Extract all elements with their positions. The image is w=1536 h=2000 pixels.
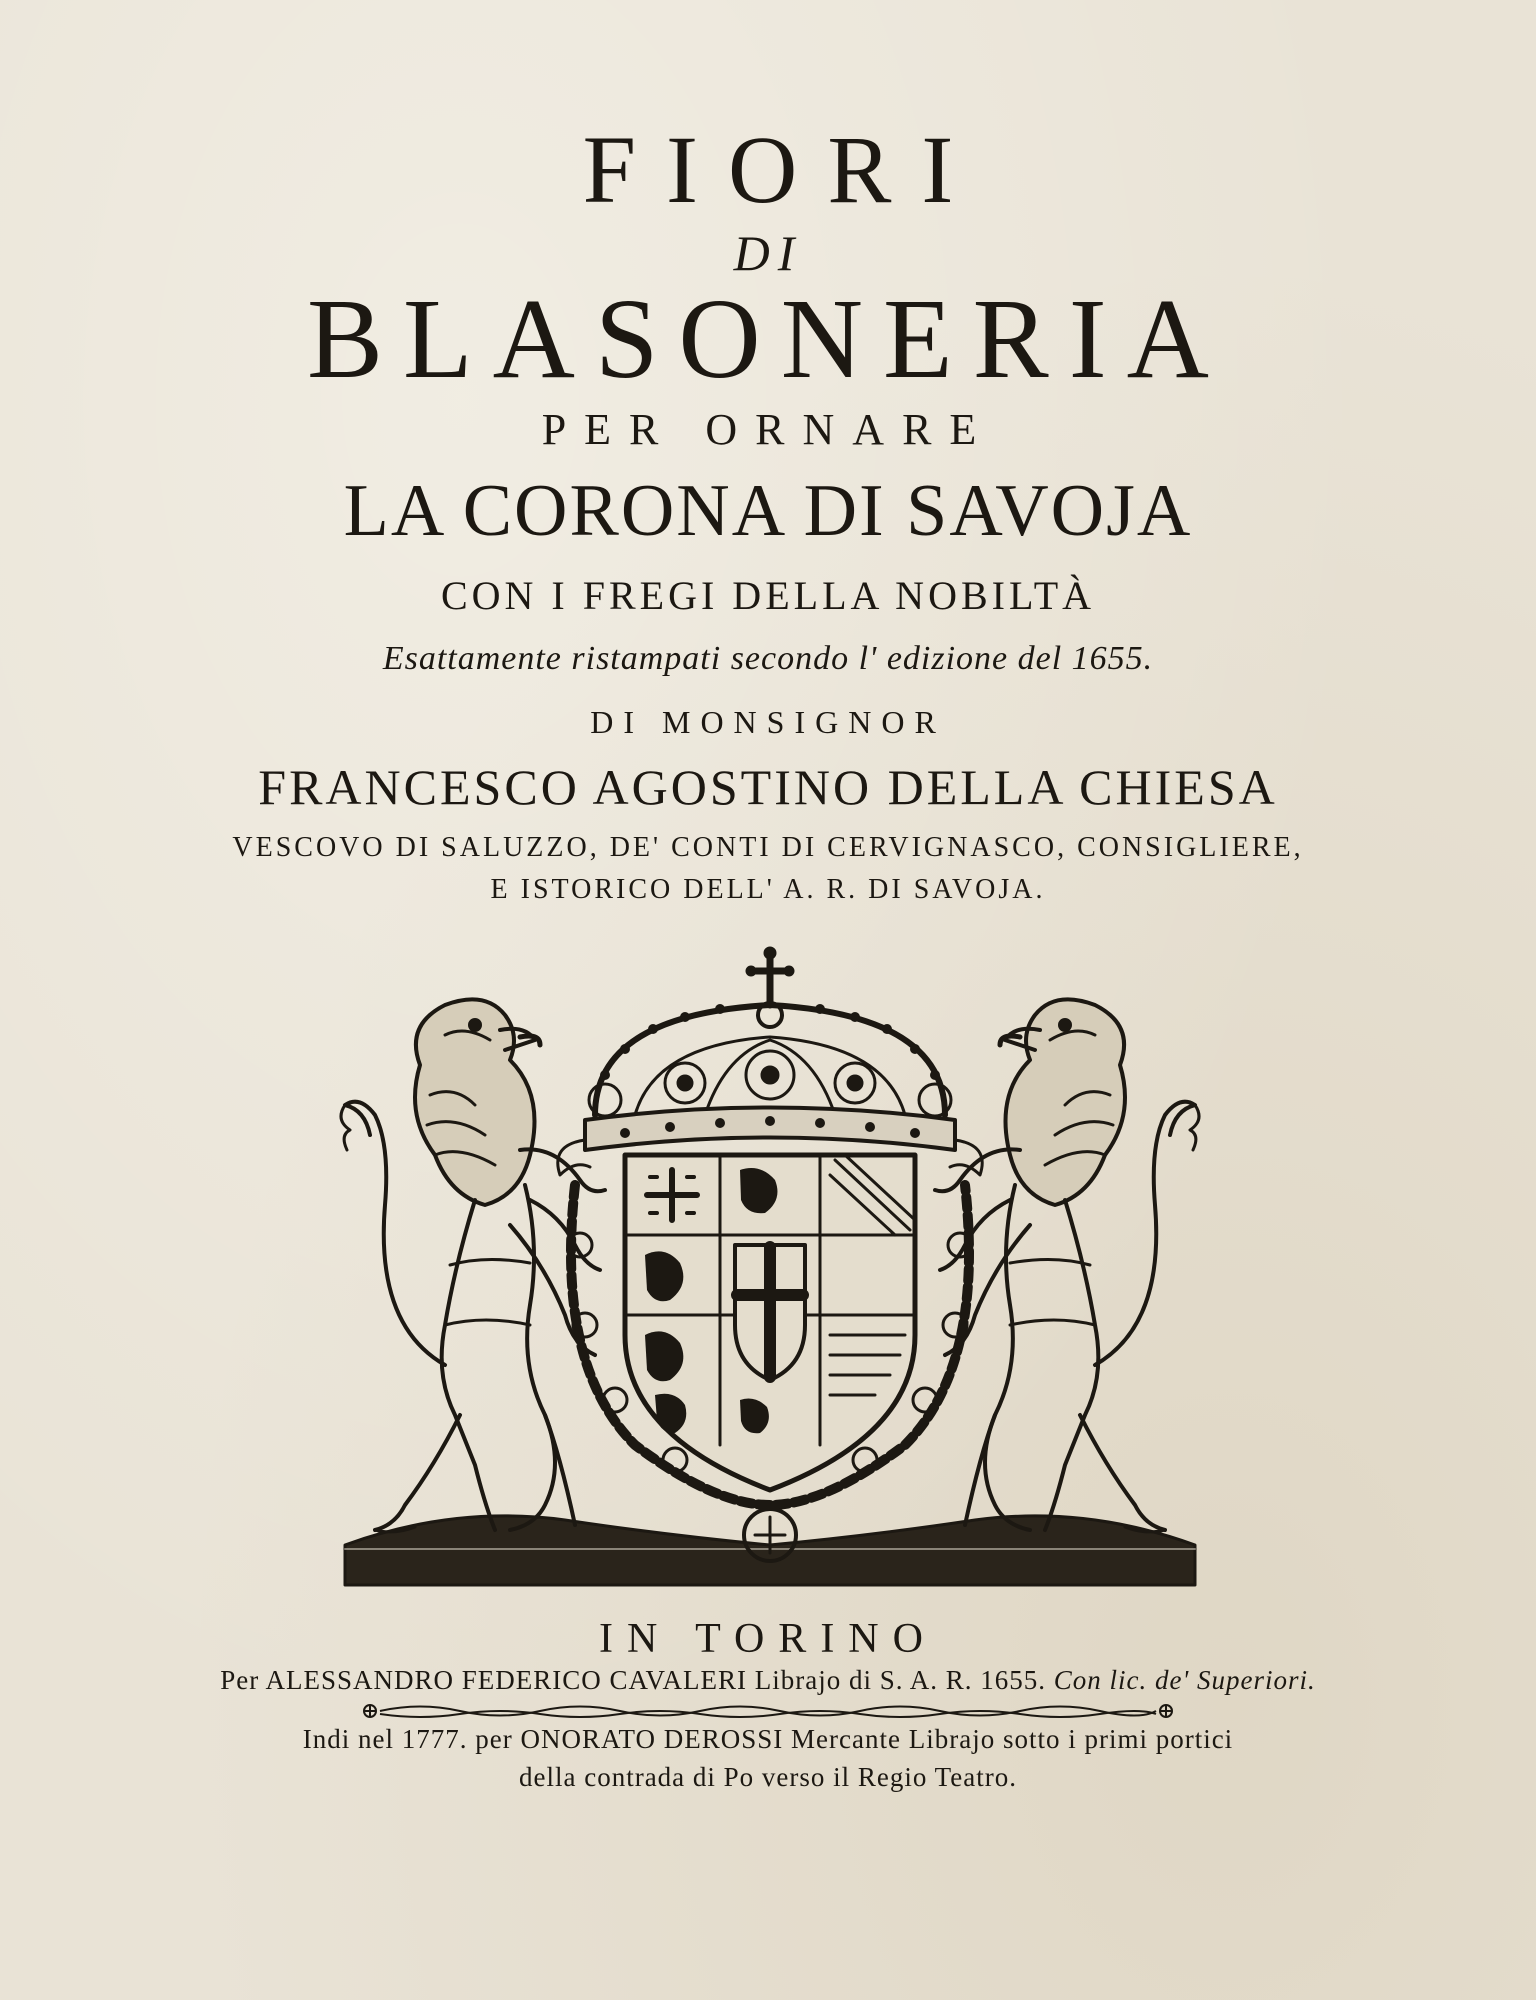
edition-note: Esattamente ristampati secondo l' edizione del 1655. <box>382 640 1154 677</box>
reprint-line-1: Indi nel 1777. per ONORATO DEROSSI Mercante Librajo sotto i primi portici <box>302 1724 1234 1754</box>
title-di: DI <box>733 225 803 281</box>
subtitle-fregi: CON I FREGI DELLA NOBILTÀ <box>440 573 1096 618</box>
imprint-city: IN TORINO <box>599 1616 937 1662</box>
subtitle-corona: LA CORONA DI SAVOJA <box>343 470 1193 552</box>
title-blasoneria: BLASONERIA <box>306 275 1230 402</box>
ornamental-rule-icon <box>360 1700 1176 1722</box>
coat-of-arms-lions-crown-icon <box>335 945 1205 1595</box>
author-titles-1: VESCOVO DI SALUZZO, DE' CONTI DI CERVIGNASCO, CONSIGLIERE, <box>232 832 1304 863</box>
imprint-publisher-main: Per ALESSANDRO FEDERICO CAVALERI Librajo di S. A. R. 1655. <box>220 1665 1047 1695</box>
author-titles-2: E ISTORICO DELL' A. R. DI SAVOJA. <box>490 874 1046 905</box>
imprint-license: Con lic. de' Superiori. <box>1053 1665 1316 1695</box>
author-prefix: DI MONSIGNOR <box>590 704 946 740</box>
subtitle-per-ornare: PER ORNARE <box>541 405 995 454</box>
imprint-publisher <box>0 1667 1536 1694</box>
author-name: FRANCESCO AGOSTINO DELLA CHIESA <box>258 759 1278 815</box>
title-fiori: FIORI <box>582 116 984 223</box>
reprint-line-2: della contrada di Po verso il Regio Teatro. <box>519 1762 1017 1792</box>
